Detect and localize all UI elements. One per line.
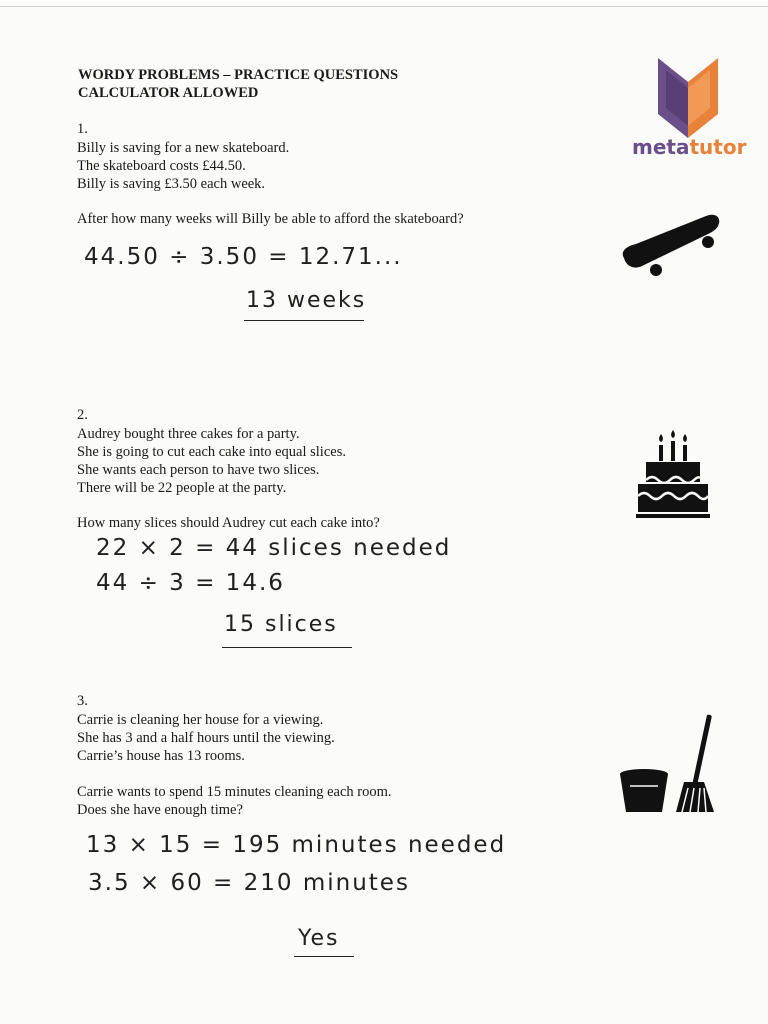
heading-subtitle: CALCULATOR ALLOWED: [78, 85, 259, 101]
question-2-line: Audrey bought three cakes for a party.: [77, 426, 300, 442]
answer-underline: [294, 956, 354, 957]
question-3-prompt-line: Carrie wants to spend 15 minutes cleaning each room.: [77, 784, 392, 800]
bucket-mop-icon: [614, 712, 724, 820]
question-3-line: She has 3 and a half hours until the viewing.: [77, 730, 335, 746]
question-3-text: [77, 711, 335, 765]
question-1-line: The skateboard costs £44.50.: [77, 158, 246, 174]
question-3-working-1: 13 × 15 = 195 minutes needed: [86, 832, 507, 858]
answer-underline: [222, 647, 352, 648]
page-edge-line: [0, 6, 768, 7]
question-2-text: [77, 425, 346, 497]
question-3-answer: Yes: [298, 926, 340, 951]
worksheet-heading: [78, 66, 398, 102]
logo-text-tutor: tutor: [689, 135, 747, 159]
answer-underline: [244, 320, 364, 321]
question-1-number: 1.: [77, 121, 88, 137]
question-2-line: There will be 22 people at the party.: [77, 480, 287, 496]
question-1-line: Billy is saving £3.50 each week.: [77, 176, 266, 192]
question-2-line: She is going to cut each cake into equal slices.: [77, 444, 346, 460]
birthday-cake-icon: [634, 428, 712, 520]
skateboard-icon: [618, 208, 724, 278]
logo-text-meta: meta: [632, 135, 690, 159]
question-2-working-1: 22 × 2 = 44 slices needed: [96, 535, 452, 561]
logo-wordmark: [632, 135, 746, 159]
question-2-number: 2.: [77, 407, 88, 423]
question-3-line: Carrie is cleaning her house for a viewing.: [77, 712, 324, 728]
question-3-working-2: 3.5 × 60 = 210 minutes: [88, 870, 410, 896]
question-1-line: Billy is saving for a new skateboard.: [77, 140, 290, 156]
question-1-answer: 13 weeks: [246, 288, 367, 313]
question-2-line: She wants each person to have two slices.: [77, 462, 320, 478]
question-3-prompt-line: Does she have enough time?: [77, 802, 243, 818]
question-1-working: 44.50 ÷ 3.50 = 12.71...: [84, 244, 403, 270]
question-2-prompt: How many slices should Audrey cut each cake into?: [77, 515, 380, 531]
heading-title: WORDY PROBLEMS – PRACTICE QUESTIONS: [78, 67, 399, 83]
question-1-text: [77, 139, 289, 193]
question-2-working-2: 44 ÷ 3 = 14.6: [96, 570, 285, 596]
question-2-answer: 15 slices: [224, 612, 338, 637]
question-3-line: Carrie’s house has 13 rooms.: [77, 748, 245, 764]
question-3-prompt: [77, 783, 391, 819]
question-1-prompt: After how many weeks will Billy be able to afford the skateboard?: [77, 211, 464, 227]
question-3-number: 3.: [77, 693, 88, 709]
